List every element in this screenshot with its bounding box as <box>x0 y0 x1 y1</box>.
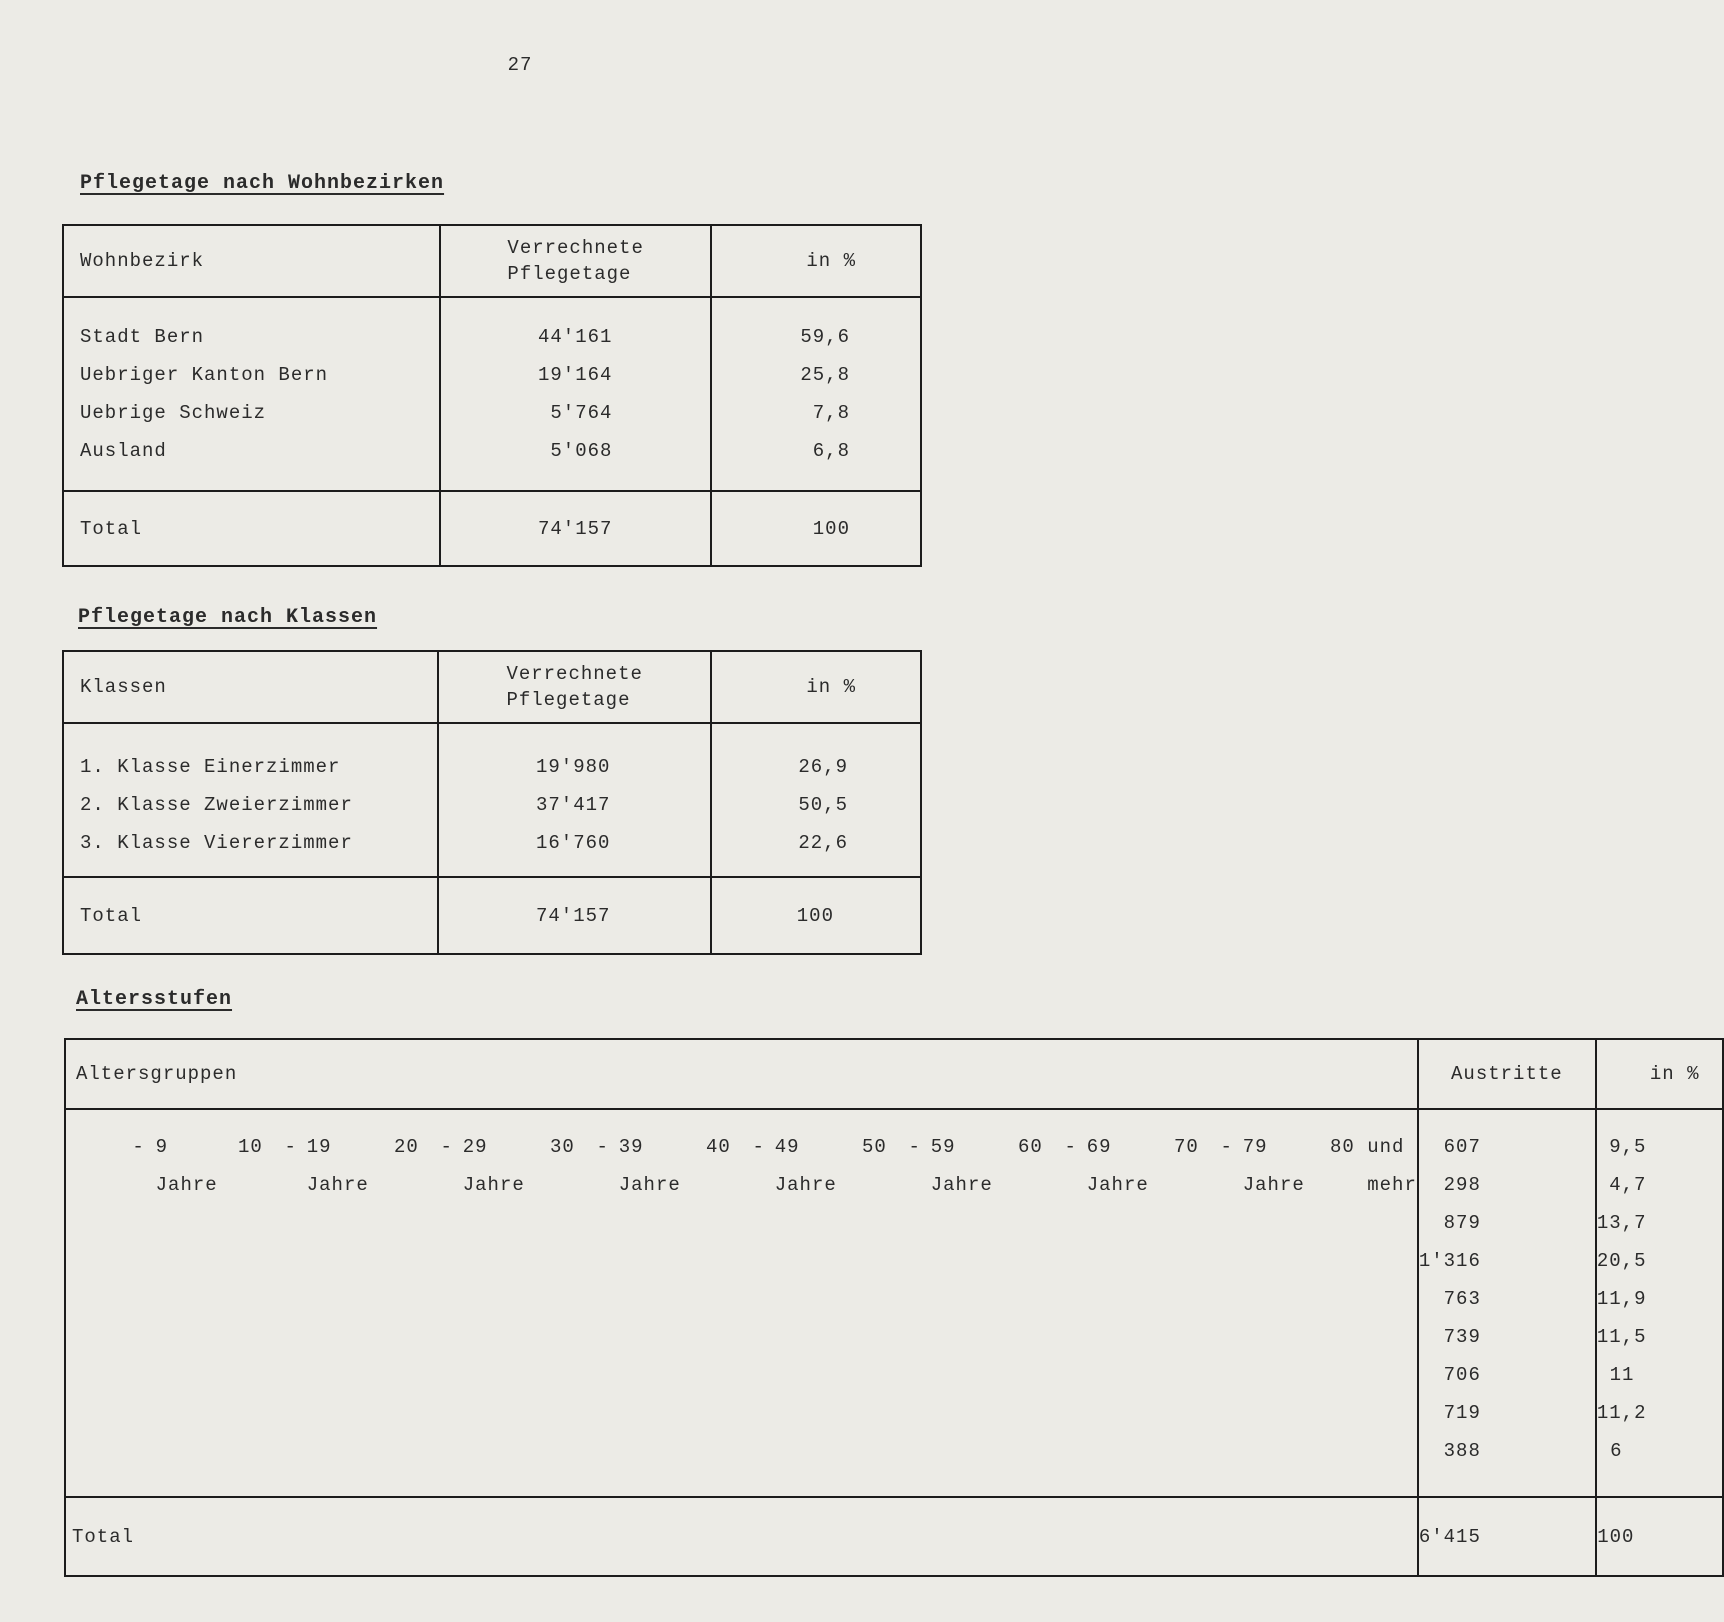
row-pct: 26,9 <box>798 756 848 778</box>
age-from: 20 <box>394 1136 419 1158</box>
table-altersstufen <box>64 1038 1724 1577</box>
row-days: 5'764 <box>550 402 613 424</box>
header-verrechnete-pflegetage <box>440 225 712 297</box>
row-pct: 6,8 <box>812 440 850 462</box>
row-days: 37'417 <box>536 794 611 816</box>
row-pct: 11,2 <box>1596 1402 1647 1424</box>
row-pct: 22,6 <box>798 832 848 854</box>
header-percent: in % <box>1596 1039 1724 1109</box>
total-label: Total <box>63 491 440 566</box>
row-days: 44'161 <box>537 326 613 348</box>
age-row-label <box>854 1128 1010 1196</box>
age-dash: - <box>284 1136 297 1158</box>
row-days: 16'760 <box>536 832 611 854</box>
age-dash: - <box>908 1136 921 1158</box>
age-to: und mehr <box>1367 1136 1417 1196</box>
age-to: 19 Jahre <box>306 1136 369 1196</box>
label-column <box>63 297 440 491</box>
age-from <box>82 1128 121 1166</box>
row-count: 719 <box>1443 1402 1481 1424</box>
pct-column <box>711 723 921 877</box>
age-row-label <box>230 1128 386 1196</box>
age-from: 60 <box>1018 1136 1043 1158</box>
total-pct: 100 <box>711 877 921 954</box>
row-label: 2. Klasse Zweierzimmer <box>80 794 353 816</box>
count-column <box>1418 1109 1596 1497</box>
table-klassen <box>62 650 922 955</box>
row-label: Uebrige Schweiz <box>80 402 267 424</box>
header-wohnbezirk: Wohnbezirk <box>63 225 440 297</box>
age-row-label <box>1010 1128 1166 1196</box>
age-dash: - <box>132 1136 145 1158</box>
header-percent: in % <box>711 225 921 297</box>
section-title-klassen: Pflegetage nach Klassen <box>78 606 378 629</box>
age-to: 9 Jahre <box>155 1136 218 1196</box>
age-dash: - <box>596 1136 609 1158</box>
age-from: 40 <box>706 1136 731 1158</box>
row-pct: 20,5 <box>1596 1250 1647 1272</box>
pct-column <box>711 297 921 491</box>
row-count: 388 <box>1443 1440 1481 1462</box>
row-label: Stadt Bern <box>80 326 205 348</box>
age-to: 39 Jahre <box>618 1136 681 1196</box>
row-days: 19'980 <box>536 756 611 778</box>
header-austritte: Austritte <box>1418 1039 1596 1109</box>
age-from: 30 <box>550 1136 575 1158</box>
total-days: 74'157 <box>438 877 712 954</box>
section-title-wohnbezirke: Pflegetage nach Wohnbezirken <box>80 172 445 195</box>
age-dash: - <box>1064 1136 1077 1158</box>
row-pct: 50,5 <box>798 794 848 816</box>
row-count: 879 <box>1443 1212 1481 1234</box>
header-altersgruppen: Altersgruppen <box>65 1039 1418 1109</box>
age-from: 50 <box>862 1136 887 1158</box>
age-label-column <box>65 1109 1418 1497</box>
page-number: 27 <box>507 54 533 76</box>
age-to: 29 Jahre <box>462 1136 525 1196</box>
row-count: 739 <box>1443 1326 1481 1348</box>
header-line-2: Pflegetage <box>506 689 631 711</box>
row-pct: 11 <box>1609 1364 1635 1386</box>
row-count: 298 <box>1443 1174 1481 1196</box>
total-count: 6'415 <box>1418 1497 1596 1576</box>
label-column <box>63 723 438 877</box>
row-pct: 4,7 <box>1609 1174 1647 1196</box>
row-pct: 6 <box>1610 1440 1623 1462</box>
total-days: 74'157 <box>440 491 712 566</box>
age-row-label <box>74 1128 230 1196</box>
row-pct: 25,8 <box>800 364 850 386</box>
row-label: Ausland <box>80 440 167 462</box>
row-pct: 13,7 <box>1596 1212 1647 1234</box>
row-pct: 7,8 <box>812 402 850 424</box>
header-verrechnete-pflegetage <box>438 651 712 723</box>
row-pct: 59,6 <box>800 326 850 348</box>
row-label: 3. Klasse Viererzimmer <box>80 832 353 854</box>
total-label: Total <box>65 1497 1418 1576</box>
row-count: 1'316 <box>1418 1250 1481 1272</box>
days-column <box>438 723 712 877</box>
row-days: 5'068 <box>550 440 613 462</box>
age-from: 10 <box>238 1136 263 1158</box>
age-row-label <box>1322 1128 1417 1196</box>
age-to: 79 Jahre <box>1242 1136 1305 1196</box>
header-klassen: Klassen <box>63 651 438 723</box>
section-title-altersstufen: Altersstufen <box>76 988 233 1011</box>
row-count: 607 <box>1443 1136 1481 1158</box>
row-days: 19'164 <box>537 364 613 386</box>
age-to: 59 Jahre <box>930 1136 993 1196</box>
row-pct: 11,9 <box>1596 1288 1647 1310</box>
age-row-label <box>542 1128 698 1196</box>
row-label: Uebriger Kanton Bern <box>80 364 329 386</box>
age-dash: - <box>1220 1136 1233 1158</box>
row-pct: 9,5 <box>1609 1136 1647 1158</box>
total-label: Total <box>63 877 438 954</box>
row-count: 763 <box>1443 1288 1481 1310</box>
age-dash: - <box>440 1136 453 1158</box>
pct-column <box>1596 1109 1724 1497</box>
age-dash: - <box>752 1136 765 1158</box>
total-pct: 100 <box>1596 1497 1724 1576</box>
row-label: 1. Klasse Einerzimmer <box>80 756 341 778</box>
age-from: 80 <box>1330 1136 1355 1158</box>
row-count: 706 <box>1443 1364 1481 1386</box>
header-line-2: Pflegetage <box>507 263 632 285</box>
age-row-label <box>1166 1128 1322 1196</box>
age-from: 70 <box>1174 1136 1199 1158</box>
header-line-1: Verrechnete <box>507 237 644 259</box>
days-column <box>440 297 712 491</box>
header-line-1: Verrechnete <box>506 663 643 685</box>
age-to: 69 Jahre <box>1086 1136 1149 1196</box>
total-pct: 100 <box>711 491 921 566</box>
header-percent: in % <box>711 651 921 723</box>
age-to: 49 Jahre <box>774 1136 837 1196</box>
age-row-label <box>386 1128 542 1196</box>
table-wohnbezirke <box>62 224 922 567</box>
age-row-label <box>698 1128 854 1196</box>
row-pct: 11,5 <box>1596 1326 1647 1348</box>
